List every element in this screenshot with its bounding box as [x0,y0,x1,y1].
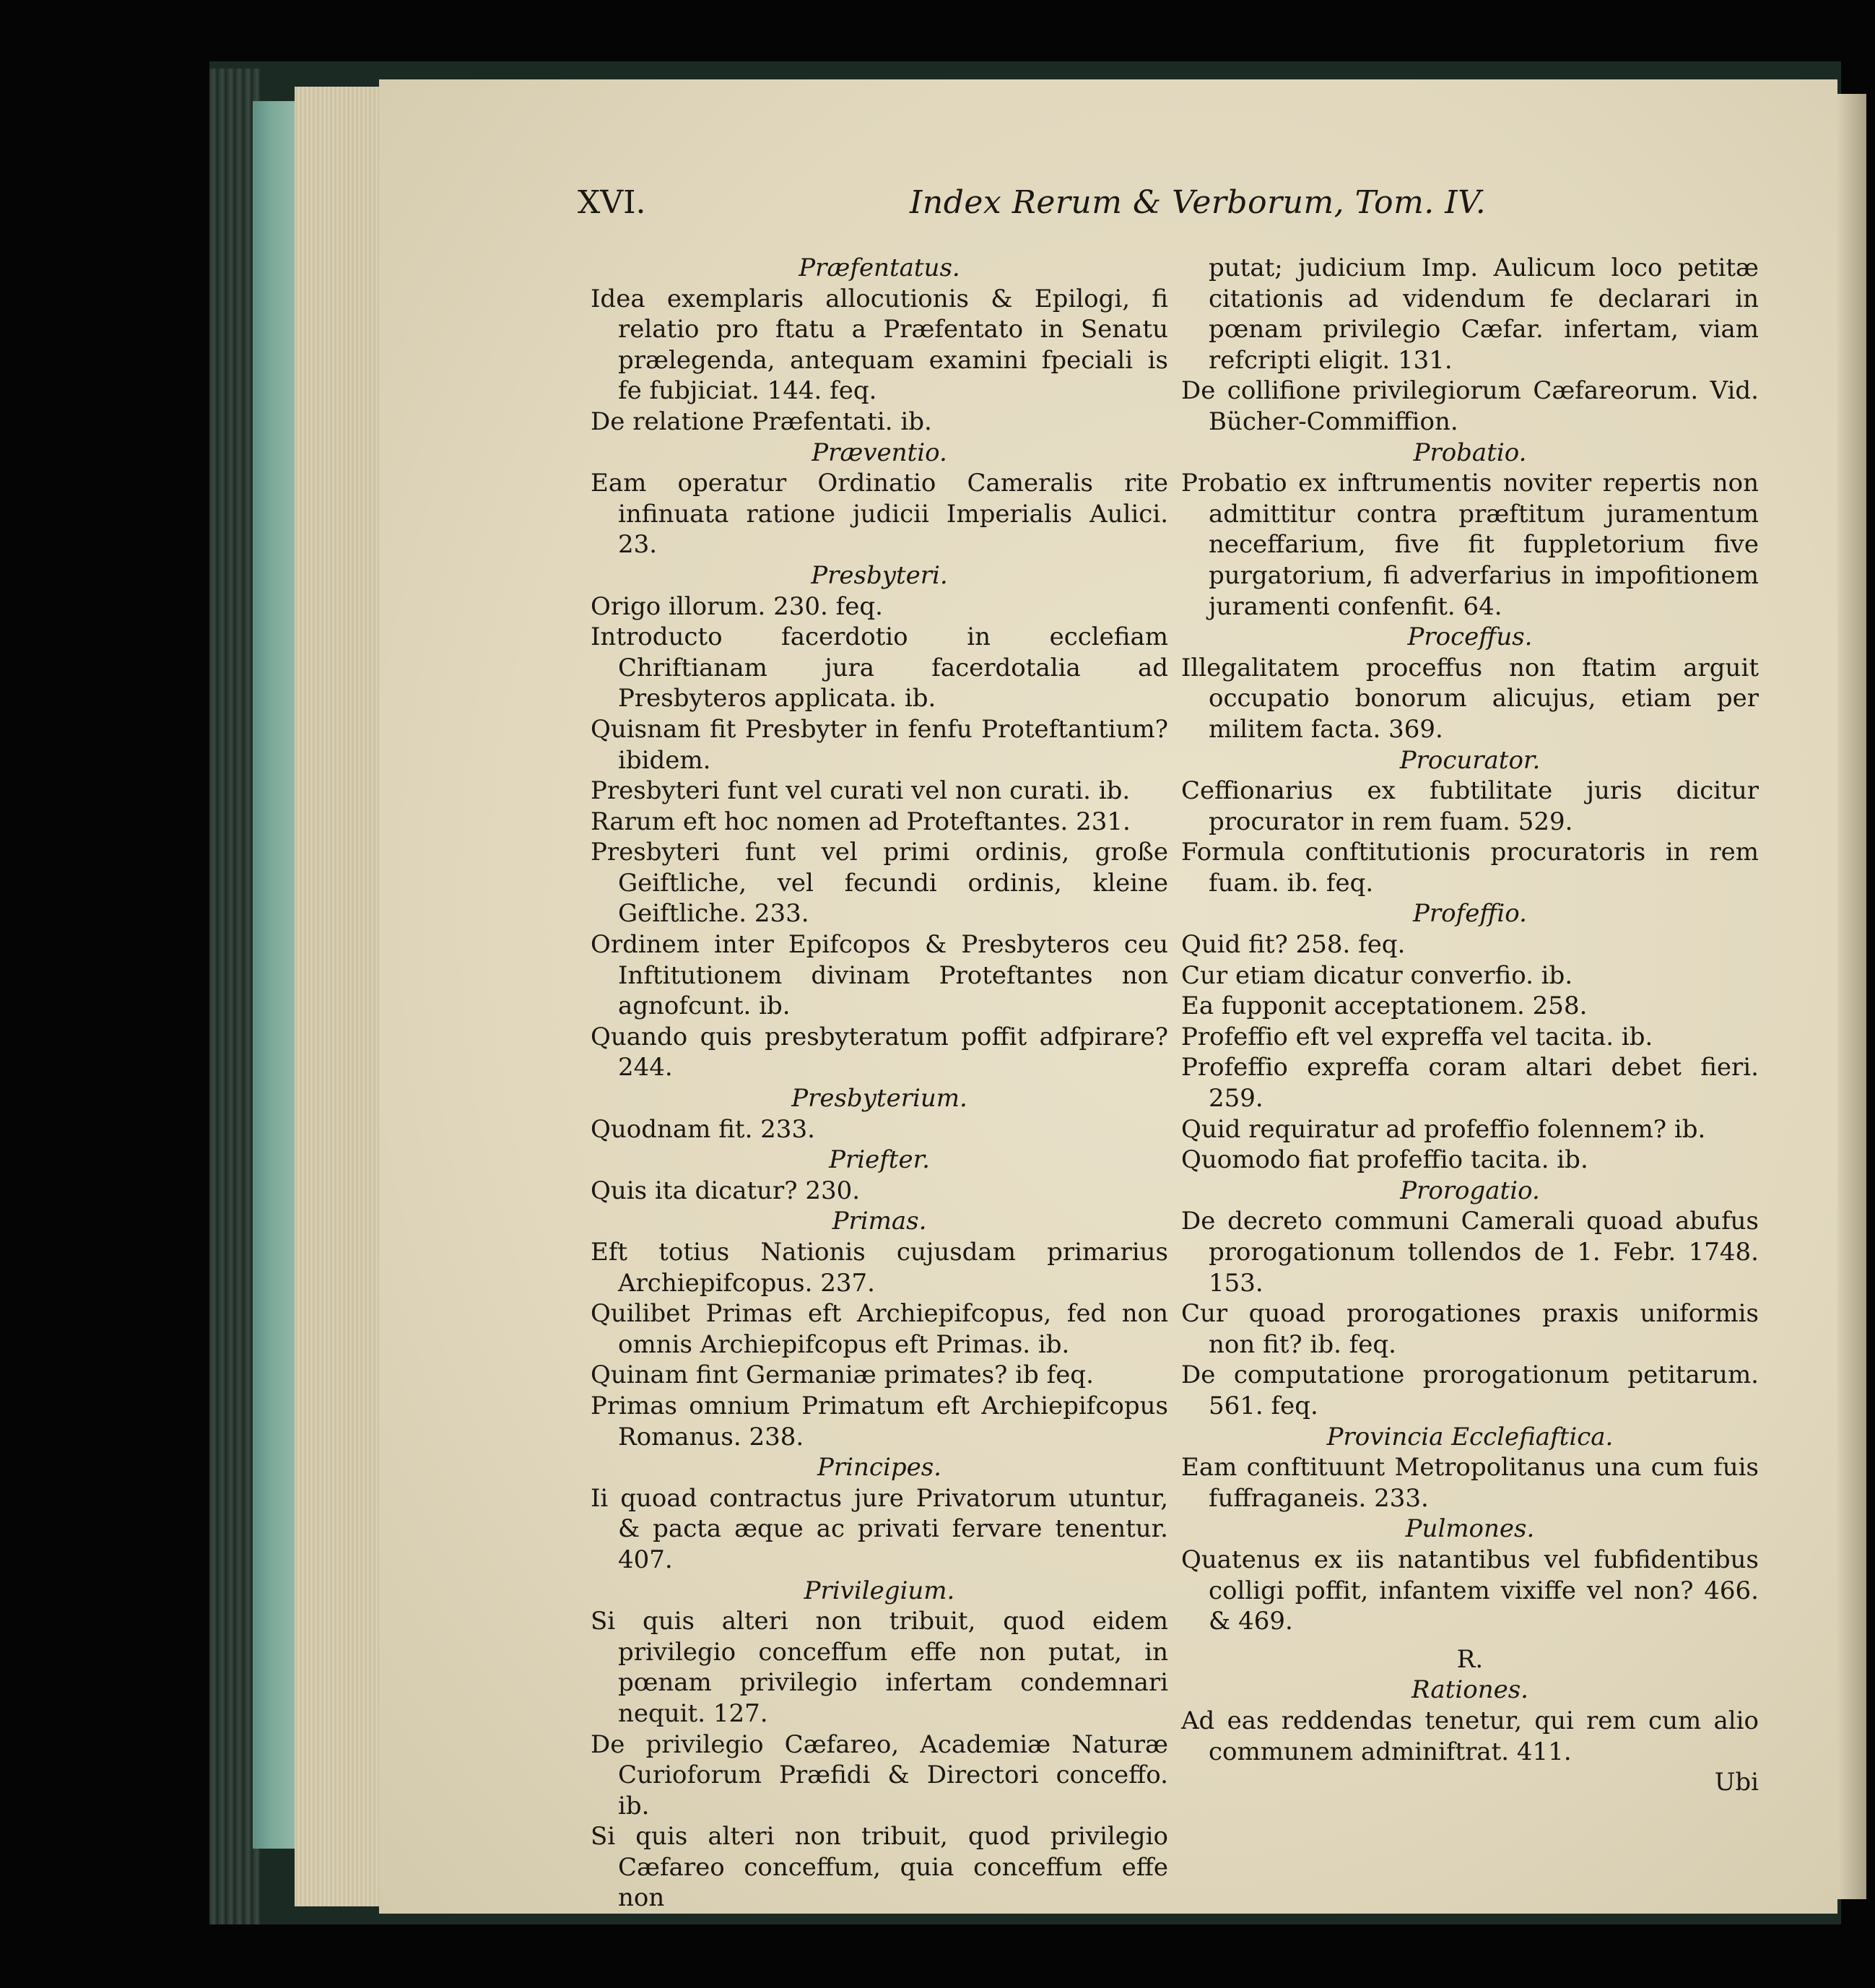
index-entry: Quodnam fit. 233. [591,1114,815,1144]
index-entry: Presbyteri funt vel primi ordinis, große Geiftliche, vel fecundi ordinis, kleine Geiftliche. 233. [591,838,1168,929]
index-entry: Introducto facerdotio in ecclefiam Chriftianam jura facerdotalia ad Presbyteros applicata. ib. [591,622,1168,713]
index-entry: Si quis alteri non tribuit, quod eidem privilegio conceffum effe non putat, in pœnam privilegio infertam condemnari nequit. 127. [591,1607,1168,1728]
index-entry: Quilibet Primas eft Archiepifcopus, fed non omnis Archiepifcopus eft Primas. ib. [591,1299,1168,1359]
index-entry: Eam operatur Ordinatio Cameralis rite infinuata ratione judicii Imperialis Aulici. 23. [591,469,1168,560]
index-entry: Rarum eft hoc nomen ad Proteftantes. 231. [591,807,1131,836]
index-entry: Eam conftituunt Metropolitanus una cum fuis fuffraganeis. 233. [1181,1453,1759,1513]
catchword: Ubi [1714,1768,1759,1797]
index-entry: Idea exemplaris allocutionis & Epilogi, fi relatio pro ftatu a Præfentato in Senatu prælegenda, antequam examini fpeciali is fe fubjiciat. 144. feq. [591,284,1168,406]
index-entry: Profeffio expreffa coram altari debet fieri. 259. [1181,1053,1759,1114]
index-heading: Rationes. [1411,1675,1528,1705]
index-heading: Priefter. [829,1145,930,1175]
index-entry: De decreto communi Camerali quoad abufus prorogationum tollendos de 1. Febr. 1748. 153. [1181,1207,1759,1298]
index-entry: Quatenus ex iis natantibus vel fubfidentibus colligi poffit, infantem vixiffe vel non? 466. & 469. [1181,1545,1759,1636]
index-entry: Ea fupponit acceptationem. 258. [1181,991,1588,1021]
index-entry: Ordinem inter Epifcopos & Presbyteros ceu Inftitutionem divinam Proteftantes non agnofcunt. ib. [591,930,1168,1021]
index-entry: Quomodo fiat profeffio tacita. ib. [1181,1145,1588,1175]
index-entry: De computatione prorogationum petitarum. 561. feq. [1181,1360,1759,1420]
index-entry: Profeffio eft vel expreffa vel tacita. ib. [1181,1022,1653,1051]
index-heading: Prorogatio. [1400,1176,1540,1205]
index-entry: Cur etiam dicatur converfio. ib. [1181,960,1573,990]
index-heading: Proceffus. [1407,622,1533,652]
index-heading: Præfentatus. [799,253,960,282]
index-entry: De collifione privilegiorum Cæfareorum. Vid. Bücher-Commiffion. [1181,376,1759,436]
index-entry: Quando quis presbyteratum poffit adfpirare? 244. [591,1022,1168,1082]
index-entry: Cur quoad prorogationes praxis uniformis non fit? ib. feq. [1181,1299,1759,1359]
page-number: XVI. [578,184,646,221]
index-entry: De relatione Præfentati. ib. [591,407,932,436]
index-heading: Probatio. [1413,438,1527,467]
index-heading: Procurator. [1399,745,1541,775]
index-heading: Privilegium. [804,1576,955,1605]
index-heading: Præventio. [812,438,947,467]
next-page-edge [1837,94,1866,1899]
index-entry: Eft totius Nationis cujusdam primarius Archiepifcopus. 237. [591,1238,1168,1298]
index-heading: Primas. [832,1207,927,1236]
right-column [1181,253,1759,1798]
index-entry: Ii quoad contractus jure Privatorum utuntur, & pacta æque ac privati fervare tenentur. 407. [591,1483,1168,1574]
index-entry: Probatio ex inftrumentis noviter repertis non admittitur contra præftitum juramentum neceffarium, five fit fuppletorium five purgatorium, fi adverfarius in impofitionem juramenti confenfit. 64. [1181,469,1759,621]
index-entry: Quisnam fit Presbyter in fenfu Proteftantium? ibidem. [591,714,1168,775]
index-entry: Formula conftitutionis procuratoris in rem fuam. ib. feq. [1181,838,1759,898]
index-heading: Provincia Ecclefiaftica. [1326,1422,1614,1451]
index-entry: Primas omnium Primatum eft Archiepifcopus Romanus. 238. [591,1391,1168,1451]
index-entry: Quis ita dicatur? 230. [591,1176,861,1205]
index-entry: Illegalitatem proceffus non ftatim arguit occupatio bonorum alicujus, etiam per militem facta. 369. [1181,653,1759,744]
letter-heading: R. [1456,1644,1484,1674]
index-entry: Ceffionarius ex fubtilitate juris dicitur procurator in rem fuam. 529. [1181,776,1759,836]
index-heading: Pulmones. [1405,1514,1535,1544]
page-stack [295,87,381,1906]
index-entry: Si quis alteri non tribuit, quod privilegio Cæfareo conceffum, quia conceffum effe non [591,1822,1168,1913]
index-entry: Origo illorum. 230. feq. [591,591,883,621]
index-heading: Principes. [817,1453,941,1483]
index-entry: Ad eas reddendas tenetur, qui rem cum alio communem adminiftrat. 411. [1181,1706,1759,1766]
left-column [591,253,1168,1914]
index-heading: Presbyterium. [791,1084,967,1114]
index-heading: Presbyteri. [811,560,948,590]
index-entry: Quid requiratur ad profeffio folennem? ib. [1181,1114,1706,1144]
index-entry: Quid fit? 258. feq. [1181,930,1406,960]
index-heading: Profeffio. [1413,899,1527,929]
index-entry: Quinam fint Germaniæ primates? ib feq. [591,1360,1094,1390]
page-edges [253,101,296,1849]
index-entry: De privilegio Cæfareo, Academiæ Naturæ Curioforum Præfidi & Directori conceffo. ib. [591,1729,1168,1820]
running-head: Index Rerum & Verborum, Tom. IV. [910,184,1487,221]
index-entry-continued: putat; judicium Imp. Aulicum loco petitæ citationis ad videndum fe declarari in pœnam privilegio Cæfar. infertam, viam refcripti eligit. 131. [1209,253,1759,375]
index-entry: Presbyteri funt vel curati vel non curati. ib. [591,776,1131,806]
